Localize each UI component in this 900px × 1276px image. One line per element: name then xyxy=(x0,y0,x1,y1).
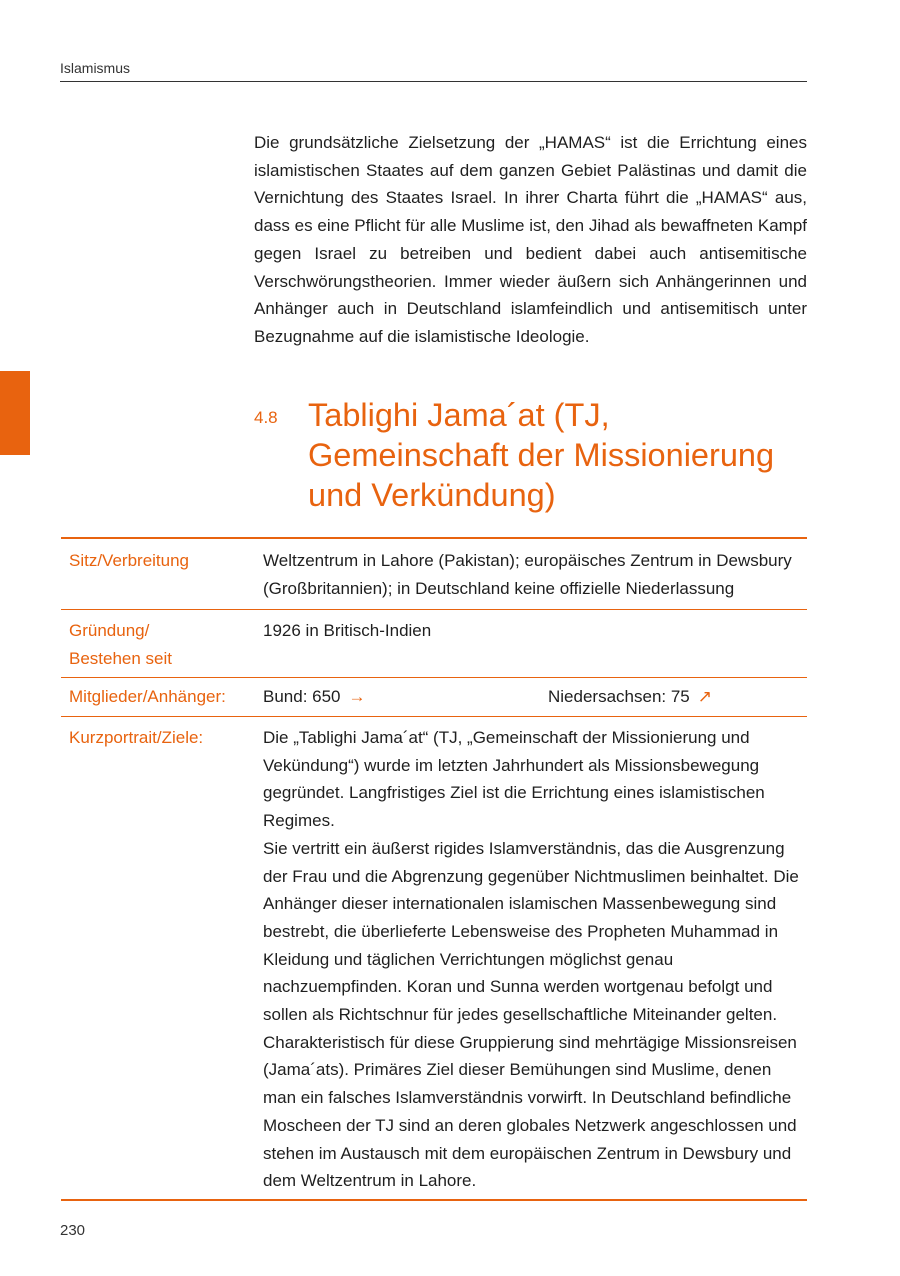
section-number: 4.8 xyxy=(254,408,278,427)
section-title: Tablighi Jama´at (TJ, Gemeinschaft der Missionierung und Verkündung) xyxy=(308,397,775,513)
mitglieder-value xyxy=(263,683,807,711)
gruendung-label-line2: Bestehen seit xyxy=(69,648,173,668)
mitglieder-label: Mitglieder/Anhänger: xyxy=(69,687,226,706)
arrow-right-icon: → xyxy=(348,687,366,706)
profile-row-mitglieder xyxy=(61,677,807,716)
bund-count-text: Bund: 650 xyxy=(263,687,341,706)
kurzportrait-value xyxy=(263,724,807,1195)
page-number: 230 xyxy=(60,1222,86,1239)
kurzportrait-label: Kurzportrait/Ziele: xyxy=(69,728,204,747)
kurzportrait-paragraph-2: Sie vertritt ein äußerst rigides Islamverständnis, das die Ausgrenzung der Frau und die Abgrenzung gegenüber Nichtmuslimen beinhaltet. Die Anhänger dieser internationalen islamischen Massenbewegung sind bestrebt, die überlieferte Lebensweise des Propheten Muhammad in Kleidung und täglichen Verrichtungen möglichst genau nachzuempfinden. Koran und Sunna werden wortgenau befolgt und sollen als Richtschnur für jedes gesellschaftliche Miteinander gelten. Charakteristisch für diese Gruppierung sind mehrtägige Missionsreisen (Jama´ats). Primäres Ziel dieser Bemühungen sind Muslime, denen man ein falsches Islamverständnis vorwirft. In Deutschland befindliche Moscheen der TJ sind an deren globales Netzwerk angeschlossen und stehen im Austausch mit dem europäischen Zentrum in Dewsbury und dem Weltzentrum in Lahore. xyxy=(263,838,799,1191)
chapter-tab-marker xyxy=(0,371,30,455)
bund-count xyxy=(263,683,548,711)
niedersachsen-count xyxy=(548,683,712,711)
running-header: Islamismus xyxy=(60,60,807,82)
kurzportrait-paragraph-1: Die „Tablighi Jama´at“ (TJ, „Gemeinschaft der Missionierung und Vekündung“) wurde im letzten Jahrhundert als Missionsbewegung gegründet. Langfristiges Ziel ist die Errichtung eines islamistischen Regimes. xyxy=(263,728,765,831)
gruendung-value: 1926 in Britisch-Indien xyxy=(263,621,432,640)
sitz-value: Weltzentrum in Lahore (Pakistan); europäisches Zentrum in Dewsbury (Großbritannien); in Deutschland keine offizielle Niederlassung xyxy=(263,551,792,598)
profile-row-sitz xyxy=(61,539,807,609)
arrow-up-right-icon: ↗ xyxy=(697,687,713,706)
sitz-label: Sitz/Verbreitung xyxy=(69,551,190,570)
profile-table xyxy=(61,537,807,1201)
intro-paragraph: Die grundsätzliche Zielsetzung der „HAMAS“ ist die Errichtung eines islamistischen Staates auf dem ganzen Gebiet Palästinas und damit die Vernichtung des Staates Israel. In ihrer Charta führt die „HAMAS“ aus, dass es eine Pflicht für alle Muslime ist, den Jihad als bewaffneten Kampf gegen Israel zu betreiben und bedient dabei auch antisemitische Verschwörungstheorien. Immer wieder äußern sich Anhängerinnen und Anhänger auch in Deutschland islamfeindlich und antisemitisch unter Bezugnahme auf die islamistische Ideologie. xyxy=(254,133,807,346)
niedersachsen-count-text: Niedersachsen: 75 xyxy=(548,687,690,706)
gruendung-label xyxy=(61,617,263,673)
gruendung-label-line1: Gründung/ xyxy=(69,621,150,640)
profile-row-kurzportrait xyxy=(61,716,807,1199)
profile-row-gruendung xyxy=(61,609,807,677)
